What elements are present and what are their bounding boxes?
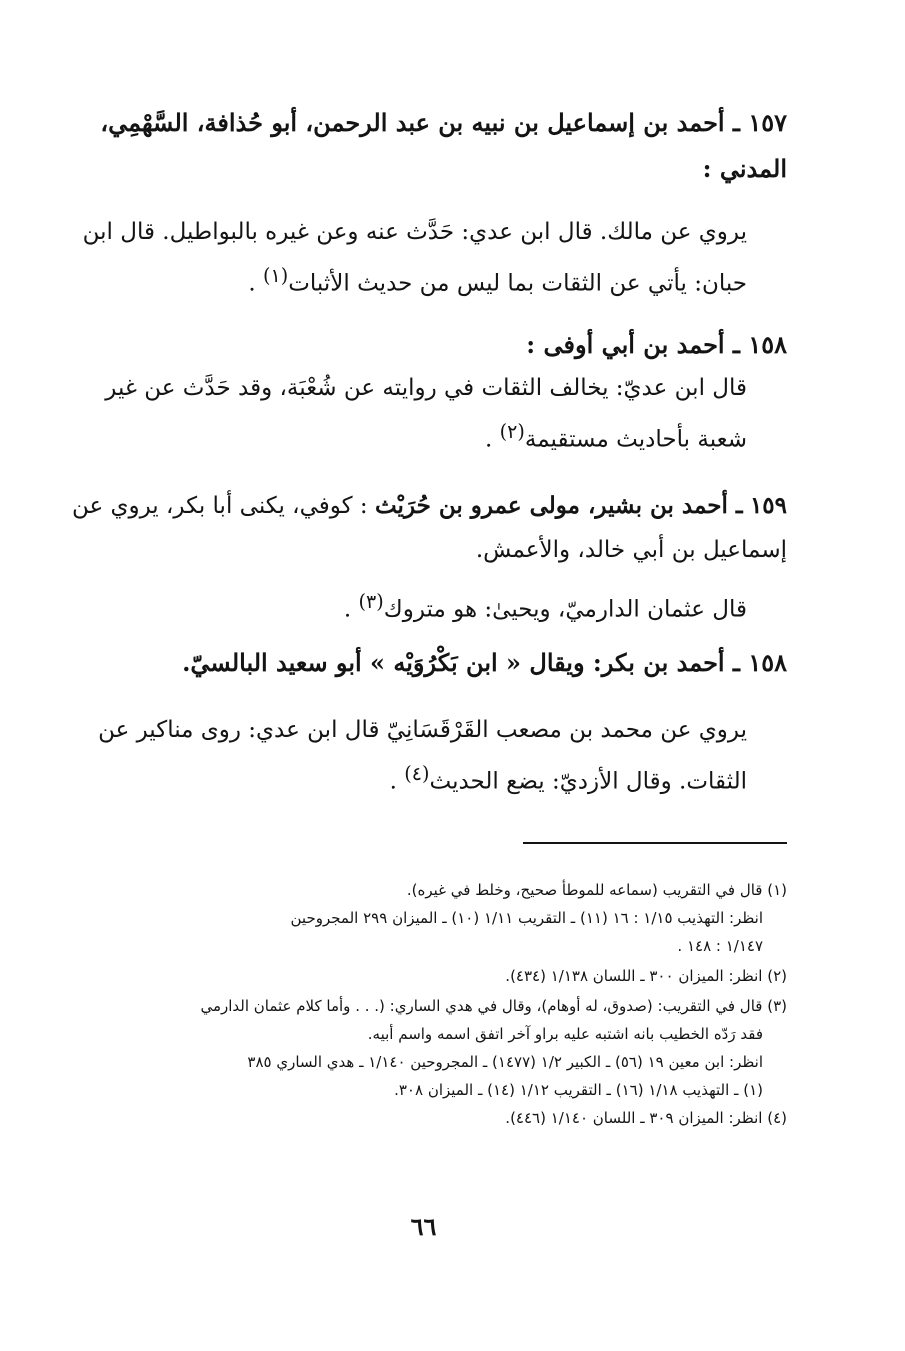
book-page — [60, 0, 787, 1351]
entry-dash: ـ — [724, 330, 740, 359]
entry-158b-heading — [60, 640, 787, 686]
entry-text: : كوفي، يكنى أبا بكر، يروي عن إسماعيل بن أبي خالد، والأعمش. — [71, 493, 787, 563]
footnote-divider — [523, 842, 787, 844]
entry-end: . — [389, 768, 405, 795]
footnote-ref[interactable]: (١) — [263, 264, 289, 287]
footnote-1-refs-cont: ١/١٤٧ : ١٤٨ . — [677, 937, 763, 955]
entry-title: أحمد بن أبي أوفى : — [526, 330, 725, 359]
entry-157-body — [60, 210, 787, 306]
entry-text: قال ابن عديّ: يخالف الثقات في روايته عن شُعْبَة، وقد حَدَّث عن غير شعبة بأحاديث مستقيمة — [105, 375, 747, 453]
entry-159-heading — [60, 484, 787, 572]
footnote-3-cont: فقد رَدّه الخطيب بانه اشتبه عليه براو آخر اتفق اسمه واسم أبيه. — [367, 1025, 763, 1043]
footnote-1-refs: انظر: التهذيب ١/١٥ : ١٦ (١١) ـ التقريب ١/١١ (١٠) ـ الميزان ٢٩٩ المجروحين — [290, 909, 763, 927]
entry-end: . — [248, 270, 263, 297]
entry-title: أحمد بن بشير، مولى عمرو بن حُرَيْث — [374, 492, 728, 519]
entry-end: . — [485, 426, 500, 453]
footnotes — [60, 876, 787, 1132]
entry-158-heading — [60, 322, 787, 368]
page-number: ٦٦ — [410, 1212, 437, 1241]
entry-title: « ابن بَكْرُوَيْه » أبو سعيد البالسيّ. — [182, 648, 522, 677]
entry-name: أحمد بن بكر: — [592, 648, 725, 677]
footnote-3: (٣) قال في التقريب: (صدوق، له أوهام)، وقال في هدي الساري: (. . . وأما كلام عثمان الدارمي — [200, 997, 787, 1015]
footnote-2: (٢) انظر: الميزان ٣٠٠ ـ اللسان ١/١٣٨ (٤٣٤). — [505, 967, 787, 985]
entry-158-body — [60, 366, 787, 462]
entry-number: ١٥٨ — [748, 648, 787, 677]
footnote-3-refs-cont: (١) ـ التهذيب ١/١٨ (١٦) ـ التقريب ١/١٢ (١٤) ـ الميزان ٣٠٨. — [394, 1081, 763, 1099]
entry-also-called: ويقال — [529, 648, 585, 677]
entry-dash: ـ — [727, 492, 743, 519]
entry-number: ١٥٧ — [748, 108, 787, 137]
entry-text: يروي عن مالك. قال ابن عدي: حَدَّث عنه وعن غيره بالبواطيل. قال ابن حبان: يأتي عن الثقات بما ليس من حديث الأثبات — [82, 219, 747, 297]
footnote-3-refs: انظر: ابن معين ١٩ (٥٦) ـ الكبير ١/٢ (١٤٧٧) ـ المجروحين ١/١٤٠ ـ هدي الساري ٣٨٥ — [247, 1053, 763, 1071]
entry-number: ١٥٩ — [749, 492, 787, 519]
footnote-ref[interactable]: (٤) — [404, 762, 430, 785]
footnote-ref[interactable]: (٣) — [358, 590, 384, 613]
entry-dash: ـ — [724, 108, 740, 137]
entry-159-quote — [60, 580, 787, 632]
entry-157-heading — [60, 100, 787, 192]
entry-number: ١٥٨ — [748, 330, 787, 359]
footnote-1: (١) قال في التقريب (سماعه للموطأ صحيح، وخلط في غيره). — [406, 881, 787, 899]
entry-title: أحمد بن إسماعيل بن نبيه بن عبد الرحمن، أبو حُذافة، السَّهْمِي، المدني : — [100, 108, 787, 183]
footnote-ref[interactable]: (٢) — [499, 420, 525, 443]
entry-text: قال عثمان الدارميّ، ويحيىٰ: هو متروك — [383, 596, 747, 623]
entry-dash: ـ — [724, 648, 740, 677]
entry-text: يروي عن محمد بن مصعب القَرْقَسَانِيّ قال ابن عدي: روى مناكير عن الثقات. وقال الأزديّ: يضع الحديث — [98, 717, 747, 795]
entry-end: . — [343, 596, 359, 623]
entry-158b-body — [60, 708, 787, 804]
footnote-4: (٤) انظر: الميزان ٣٠٩ ـ اللسان ١/١٤٠ (٤٤٦). — [505, 1109, 787, 1127]
